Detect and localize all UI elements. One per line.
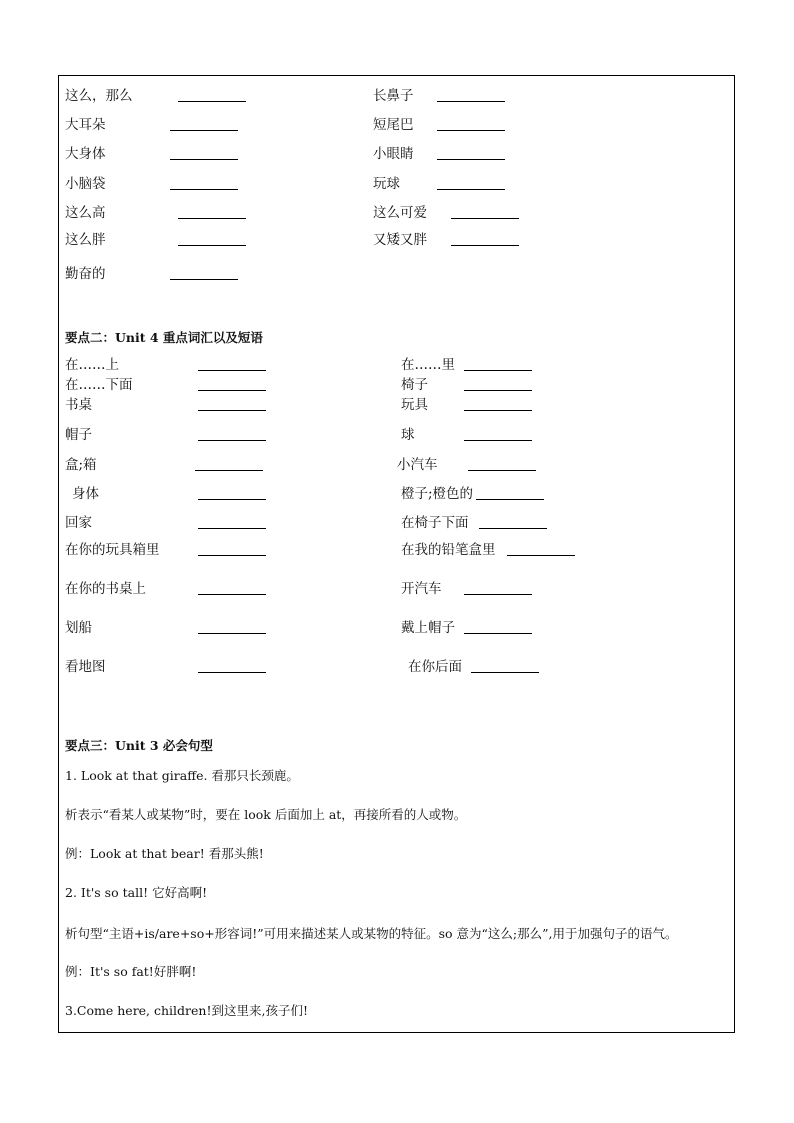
answer-blank[interactable] (198, 499, 266, 500)
answer-blank[interactable] (471, 672, 539, 673)
vocab-prompt: 帽子 (65, 427, 92, 443)
vocab-prompt: 在……下面 (65, 377, 133, 393)
vocab-prompt: 橙子;橙色的 (401, 486, 474, 502)
answer-blank[interactable] (178, 245, 246, 246)
answer-blank[interactable] (198, 555, 266, 556)
answer-blank[interactable] (170, 189, 238, 190)
answer-blank[interactable] (198, 370, 266, 371)
sentence-line: 析句型“主语+is/are+so+形容词!”可用来描述某人或某物的特征。so 意为“这么;那么”,用于加强句子的语气。 (65, 926, 678, 941)
answer-blank[interactable] (464, 390, 532, 391)
sentence-line: 例：It's so fat!好胖啊! (65, 964, 197, 979)
vocab-prompt: 看地图 (65, 659, 106, 675)
answer-blank[interactable] (198, 672, 266, 673)
vocab-prompt: 小脑袋 (65, 176, 106, 192)
vocab-prompt: 这么可爱 (373, 205, 427, 221)
answer-blank[interactable] (198, 594, 266, 595)
answer-blank[interactable] (198, 528, 266, 529)
vocab-prompt: 戴上帽子 (401, 620, 455, 636)
sentence-line: 例：Look at that bear! 看那头熊! (65, 846, 264, 861)
vocab-prompt: 书桌 (65, 397, 92, 413)
vocab-prompt: 开汽车 (401, 581, 442, 597)
answer-blank[interactable] (198, 410, 266, 411)
answer-blank[interactable] (437, 130, 505, 131)
answer-blank[interactable] (451, 245, 519, 246)
answer-blank[interactable] (198, 390, 266, 391)
sentence-line: 2. It's so tall! 它好高啊! (65, 885, 208, 900)
vocab-prompt: 划船 (65, 620, 92, 636)
sentence-line: 1. Look at that giraffe. 看那只长颈鹿。 (65, 768, 299, 783)
answer-blank[interactable] (437, 189, 505, 190)
vocab-prompt: 球 (401, 427, 415, 443)
answer-blank[interactable] (195, 470, 263, 471)
vocab-prompt: 长鼻子 (373, 88, 414, 104)
vocab-prompt: 盒;箱 (65, 457, 97, 473)
section-heading: 要点二：Unit 4 重点词汇以及短语 (65, 330, 263, 345)
vocab-prompt: 在椅子下面 (401, 515, 469, 531)
answer-blank[interactable] (468, 470, 536, 471)
answer-blank[interactable] (464, 633, 532, 634)
answer-blank[interactable] (178, 218, 246, 219)
vocab-prompt: 玩球 (373, 176, 400, 192)
vocab-prompt: 在你后面 (408, 659, 462, 675)
answer-blank[interactable] (451, 218, 519, 219)
vocab-prompt: 回家 (65, 515, 92, 531)
vocab-prompt: 这么，那么 (65, 88, 133, 104)
answer-blank[interactable] (178, 101, 246, 102)
answer-blank[interactable] (437, 101, 505, 102)
vocab-prompt: 在……里 (401, 357, 455, 373)
vocab-prompt: 玩具 (401, 397, 428, 413)
sentence-line: 3.Come here, children!到这里来,孩子们! (65, 1003, 308, 1018)
vocab-prompt: 这么高 (65, 205, 106, 221)
answer-blank[interactable] (170, 279, 238, 280)
answer-blank[interactable] (437, 159, 505, 160)
vocab-prompt: 在我的铅笔盒里 (401, 542, 496, 558)
vocab-prompt: 在你的玩具箱里 (65, 542, 160, 558)
answer-blank[interactable] (476, 499, 544, 500)
answer-blank[interactable] (170, 159, 238, 160)
section-heading: 要点三：Unit 3 必会句型 (65, 738, 213, 753)
vocab-prompt: 短尾巴 (373, 117, 414, 133)
vocab-prompt: 大耳朵 (65, 117, 106, 133)
answer-blank[interactable] (464, 594, 532, 595)
vocab-prompt: 椅子 (401, 377, 428, 393)
vocab-prompt: 在……上 (65, 357, 119, 373)
vocab-prompt: 这么胖 (65, 232, 106, 248)
vocab-prompt: 勤奋的 (65, 266, 106, 282)
vocab-prompt: 小眼睛 (373, 146, 414, 162)
answer-blank[interactable] (464, 370, 532, 371)
answer-blank[interactable] (479, 528, 547, 529)
vocab-prompt: 又矮又胖 (373, 232, 427, 248)
answer-blank[interactable] (464, 440, 532, 441)
answer-blank[interactable] (170, 130, 238, 131)
vocab-prompt: 大身体 (65, 146, 106, 162)
sentence-line: 析表示“看某人或某物”时，要在 look 后面加上 at，再接所看的人或物。 (65, 807, 467, 822)
answer-blank[interactable] (507, 555, 575, 556)
vocab-prompt: 在你的书桌上 (65, 581, 146, 597)
answer-blank[interactable] (464, 410, 532, 411)
answer-blank[interactable] (198, 440, 266, 441)
answer-blank[interactable] (198, 633, 266, 634)
vocab-prompt: 身体 (72, 486, 99, 502)
vocab-prompt: 小汽车 (397, 457, 438, 473)
